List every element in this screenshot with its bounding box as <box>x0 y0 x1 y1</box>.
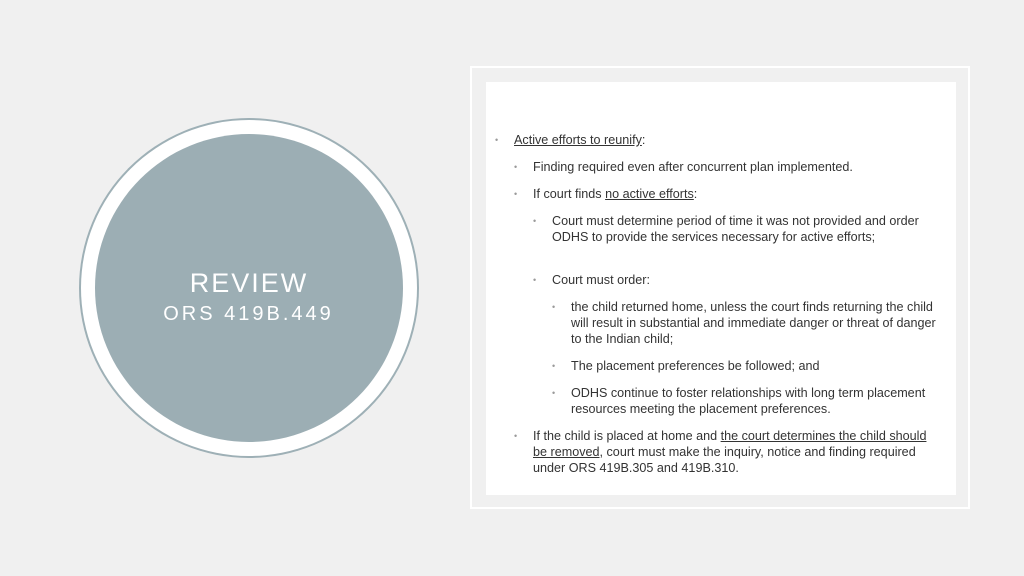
court-determines-removal-link: the court determines the child should be removed <box>533 429 927 459</box>
bullet-placement-preferences: • The placement preferences be followed; and <box>552 359 820 373</box>
active-efforts-link: Active efforts to reunify <box>514 133 642 147</box>
bullet-if-no-active-efforts: • If court finds no active efforts: <box>514 187 698 201</box>
bullet-odhs-continue: • ODHS continue to foster relationships with long term placement resources meeting the placement preferences. <box>552 386 926 416</box>
bullet-icon: • <box>552 388 556 398</box>
bullet-court-must-determine: • Court must determine period of time it was not provided and order ODHS to provide the services necessary for active efforts; <box>533 214 919 244</box>
slide-title <box>81 270 417 324</box>
slide-title-main: REVIEW <box>189 268 309 298</box>
bullet-icon: • <box>514 162 518 172</box>
bullet-child-placed-at-home: • If the child is placed at home and the court determines the child should be removed, court must make the inquiry, notice and finding required under ORS 419B.305 and 419B.310. <box>514 429 927 475</box>
bullet-icon: • <box>514 189 518 199</box>
content-card <box>486 82 956 495</box>
slide-title-subtitle: ORS 419B.449 <box>163 303 334 325</box>
bullet-finding-required: • Finding required even after concurrent plan implemented. <box>514 160 853 174</box>
bullet-icon: • <box>495 135 499 145</box>
bullet-court-must-order: • Court must order: <box>533 273 650 287</box>
bullet-icon: • <box>533 275 537 285</box>
bullet-icon: • <box>533 216 537 226</box>
bullet-icon: • <box>552 361 556 371</box>
no-active-efforts-link: no active efforts <box>605 187 694 201</box>
bullet-child-returned-home: • the child returned home, unless the court finds returning the child will result in substantial and immediate danger or threat of danger to the Indian child; <box>552 300 936 346</box>
content-card-frame <box>470 66 970 509</box>
bullet-icon: • <box>552 302 556 312</box>
bullet-active-efforts: • Active efforts to reunify: <box>495 133 646 147</box>
title-circle-fill <box>95 134 403 442</box>
bullet-icon: • <box>514 431 518 441</box>
title-circle <box>81 120 417 456</box>
